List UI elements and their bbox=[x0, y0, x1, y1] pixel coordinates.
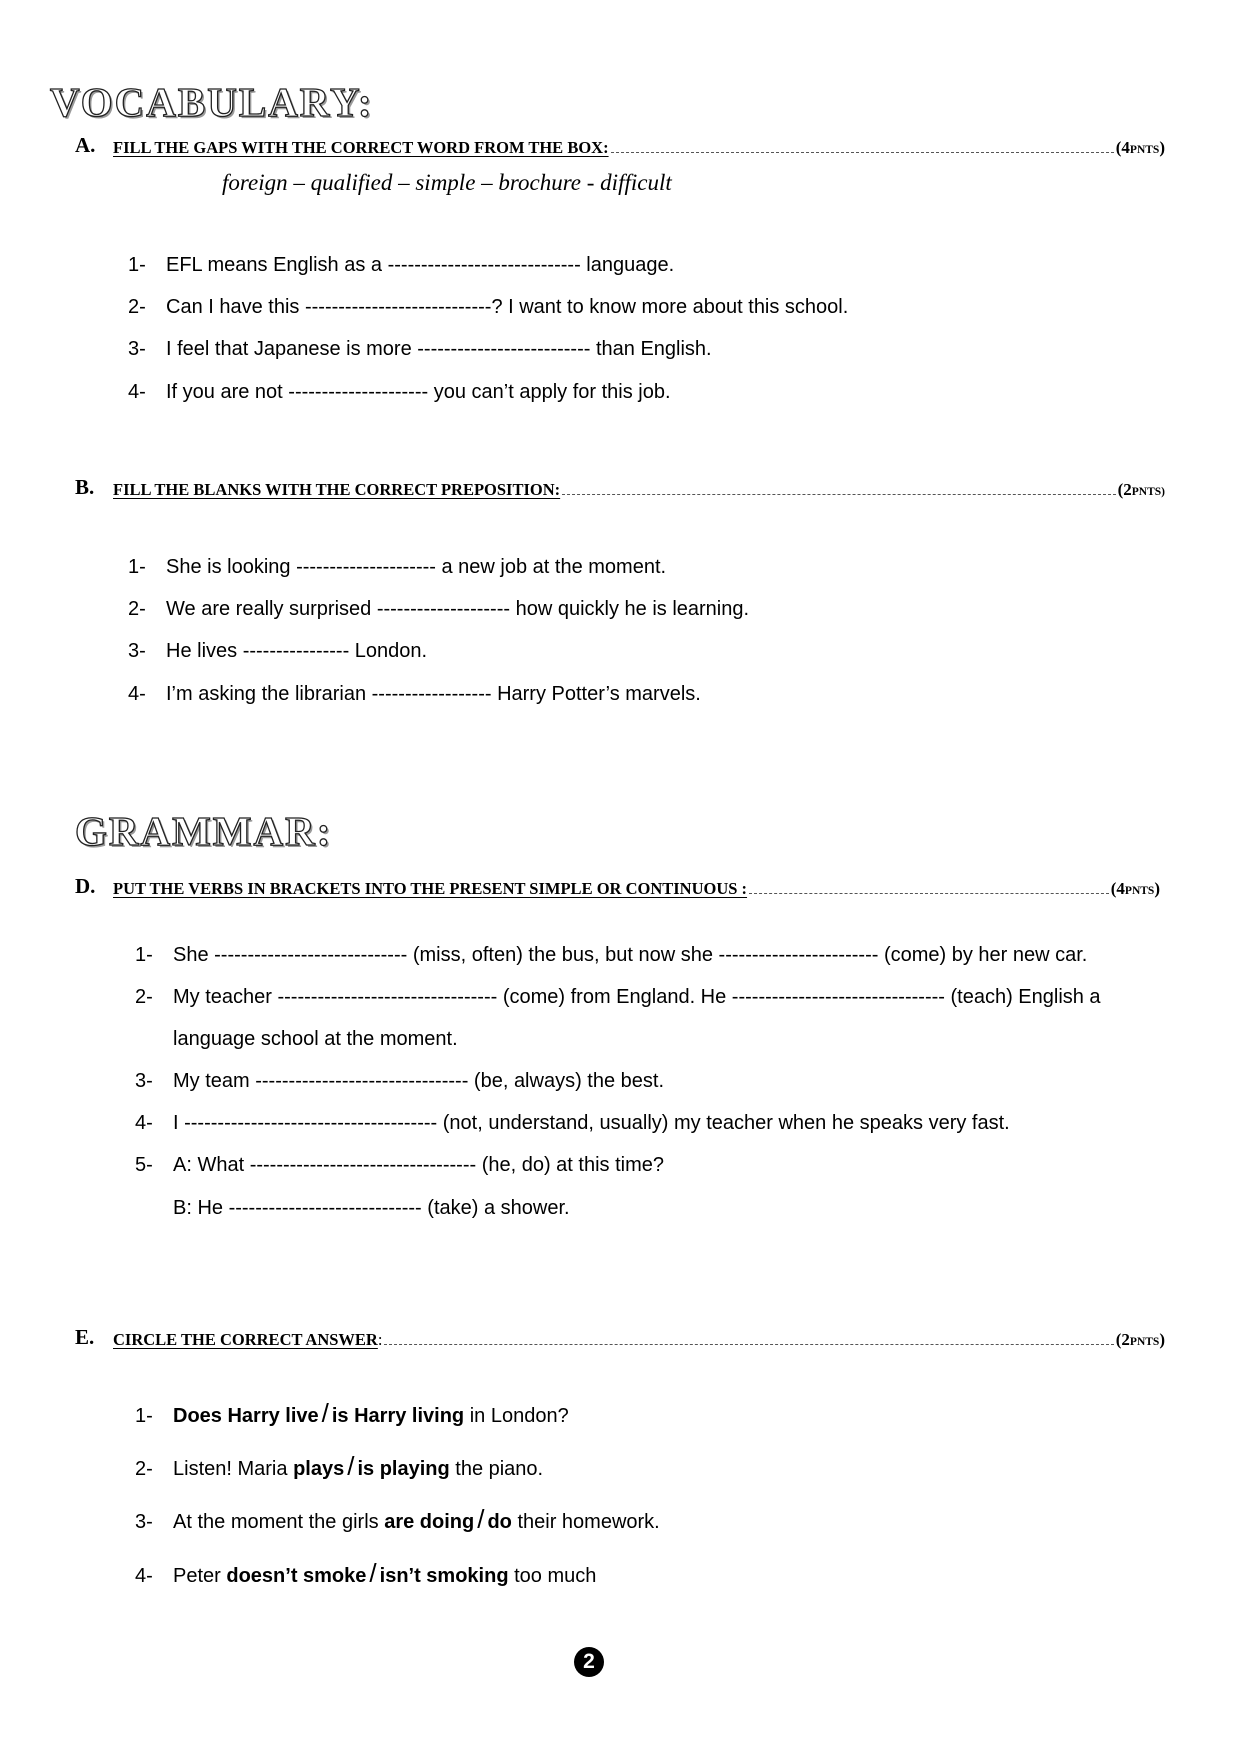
list-item: 2- We are really surprised -------------------- how quickly he is learning. bbox=[128, 598, 750, 620]
section-e-letter: E. bbox=[75, 1325, 95, 1349]
choice-option[interactable]: is Harry living bbox=[331, 1405, 465, 1427]
word-box: foreign – qualified – simple – brochure - difficult bbox=[222, 170, 672, 195]
choice-option[interactable]: do bbox=[487, 1511, 512, 1533]
list-item: 2- My teacher --------------------------------- (come) from England. He -------------------------------- (teach) English a bbox=[135, 986, 1101, 1008]
choice-item: 2- Listen! Maria plays / is playing the piano. bbox=[135, 1451, 544, 1481]
grammar-heading: GRAMMAR: bbox=[75, 808, 333, 854]
list-item: 3- He lives ---------------- London. bbox=[128, 640, 428, 662]
section-d-letter: D. bbox=[75, 874, 96, 898]
section-e-points: (2PNTS) bbox=[1115, 1330, 1165, 1349]
page-number: 2 bbox=[574, 1647, 604, 1677]
section-a-title: FILL THE GAPS WITH THE CORRECT WORD FROM THE BOX: bbox=[113, 138, 609, 157]
list-item: 5- A: What ---------------------------------- (he, do) at this time? bbox=[135, 1154, 664, 1176]
dotted-leader bbox=[749, 892, 1109, 894]
choice-option[interactable]: Does Harry live bbox=[173, 1405, 319, 1427]
list-item: B: He ----------------------------- (take) a shower. bbox=[173, 1197, 570, 1219]
section-b-letter: B. bbox=[75, 475, 95, 499]
list-item: 2- Can I have this ----------------------------? I want to know more about this school. bbox=[128, 296, 849, 318]
section-b-instruction bbox=[75, 470, 1165, 500]
list-item: 4- If you are not --------------------- you can’t apply for this job. bbox=[128, 381, 671, 403]
choice-option[interactable]: isn’t smoking bbox=[379, 1565, 509, 1587]
choice-option[interactable]: is playing bbox=[357, 1458, 450, 1480]
dotted-leader bbox=[562, 493, 1115, 495]
section-e-title: CIRCLE THE CORRECT ANSWER bbox=[113, 1330, 378, 1349]
section-d-instruction bbox=[75, 869, 1160, 899]
choice-option[interactable]: plays bbox=[293, 1458, 345, 1480]
choice-item: 1- Does Harry live / is Harry living in London? bbox=[135, 1398, 569, 1428]
section-b-points: (2PNTS) bbox=[1117, 480, 1165, 499]
list-item: 3- I feel that Japanese is more -------------------------- than English. bbox=[128, 338, 712, 360]
choice-item: 3- At the moment the girls are doing / do their homework. bbox=[135, 1504, 660, 1534]
list-item: 3- My team -------------------------------- (be, always) the best. bbox=[135, 1070, 665, 1092]
dotted-leader bbox=[384, 1343, 1113, 1345]
choice-option[interactable]: are doing bbox=[384, 1511, 475, 1533]
section-a-instruction bbox=[75, 128, 1165, 158]
choice-item: 4- Peter doesn’t smoke / isn’t smoking too much bbox=[135, 1558, 597, 1588]
list-item: language school at the moment. bbox=[173, 1028, 458, 1050]
section-a-points: (4PNTS) bbox=[1115, 138, 1165, 157]
section-d-points: (4PNTS) bbox=[1110, 879, 1160, 898]
list-item: 4- I -------------------------------------- (not, understand, usually) my teacher when he speaks very fast. bbox=[135, 1112, 1010, 1134]
section-a-letter: A. bbox=[75, 133, 96, 157]
vocabulary-heading: VOCABULARY: bbox=[50, 79, 374, 125]
section-d-title: PUT THE VERBS IN BRACKETS INTO THE PRESENT SIMPLE OR CONTINUOUS : bbox=[113, 879, 748, 898]
dotted-leader bbox=[611, 151, 1114, 153]
section-e-instruction bbox=[75, 1320, 1165, 1350]
list-item: 1- She is looking --------------------- a new job at the moment. bbox=[128, 556, 667, 578]
section-e-title-suffix: : bbox=[377, 1330, 383, 1349]
list-item: 1- EFL means English as a ----------------------------- language. bbox=[128, 254, 675, 276]
list-item: 4- I’m asking the librarian ------------------ Harry Potter’s marvels. bbox=[128, 683, 701, 705]
choice-option[interactable]: doesn’t smoke bbox=[226, 1565, 367, 1587]
section-b-title: FILL THE BLANKS WITH THE CORRECT PREPOSITION: bbox=[113, 480, 561, 499]
list-item: 1- She ----------------------------- (miss, often) the bus, but now she ------------------------ (come) by her new car. bbox=[135, 944, 1088, 966]
